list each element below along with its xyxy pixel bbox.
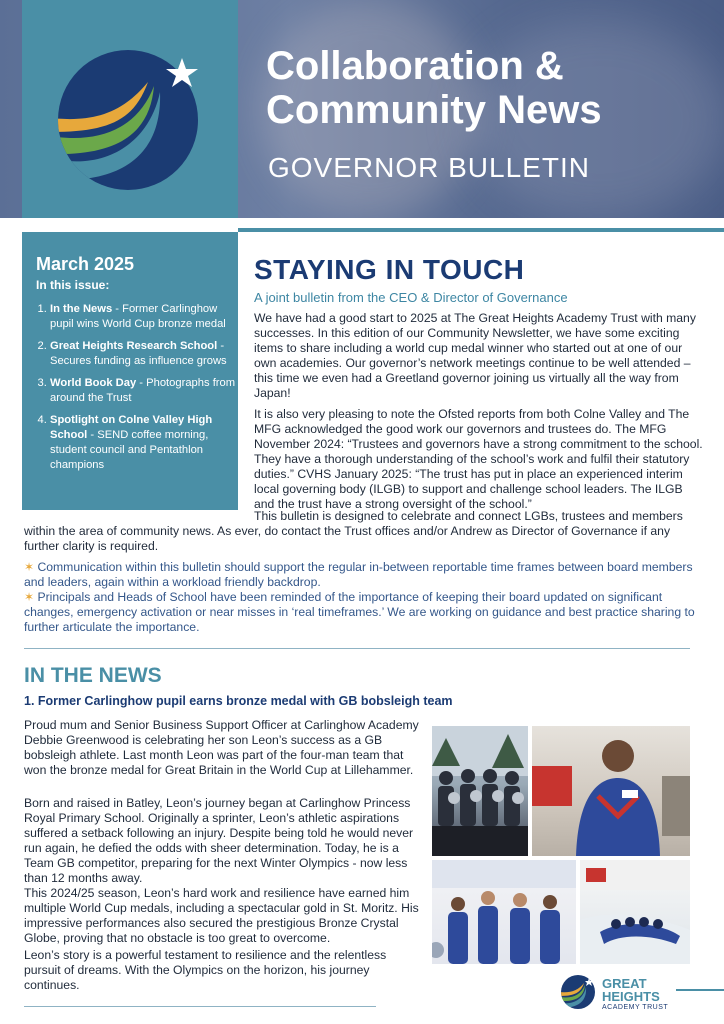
trust-name: GREAT HEIGHTS xyxy=(602,976,660,1004)
section-heading: IN THE NEWS xyxy=(24,664,162,687)
divider xyxy=(238,228,724,232)
bulletin-title: Collaboration & Community News xyxy=(266,44,602,132)
section-heading: STAYING IN TOUCH xyxy=(254,254,525,285)
contents-item[interactable]: 3. World Book Day - Photographs from around the Trust xyxy=(50,376,240,406)
shooting-star-logo-icon xyxy=(50,40,210,190)
contents-item[interactable]: 2. Great Heights Research School - Secures funding as influence grows xyxy=(50,339,240,369)
bullet-list xyxy=(24,560,706,635)
contents-item[interactable]: 1. In the News - Former Carlinghow pupil wins World Cup bronze medal xyxy=(50,302,240,332)
paragraph: Proud mum and Senior Business Support Officer at Carlinghow Academy Debbie Greenwood is celebrating her son Leon’s success as a GB bobsleigh athlete. Last month Leon was part of the four-man team that won the bronze medal for Great Britain in the World Cup at Lillehammer. xyxy=(24,718,419,777)
star-icon: ✶ xyxy=(24,560,35,574)
paragraph: It is also very pleasing to note the Ofsted reports from both Colne Valley and The MFG acknowledged the good work our governors and trustees do. The MFG November 2024: “Trustees and governors have a strong commitment to the school. They have a thorough understanding of the school’s work and fulfil their statutory duties.” CVHS January 2025: “The trust has put in place an experienced interim local governing body (ILGB) to support and challenge school leaders. The ILGB and the trust have a strong oversight of the school.” xyxy=(254,407,703,511)
paragraph: This bulletin is designed to celebrate and connect LGBs, trustees and members within the area of community news. As ever, do contact the Trust offices and/or Andrew as Director of Governance if any further clarity is required. xyxy=(24,509,683,553)
team-medal-photo xyxy=(432,726,528,856)
article-title: 1. Former Carlinghow pupil earns bronze medal with GB bobsleigh team xyxy=(24,694,453,708)
issue-contents-panel xyxy=(22,232,238,510)
divider xyxy=(0,218,724,224)
bulletin-subtitle: GOVERNOR BULLETIN xyxy=(268,152,590,183)
paragraph: This 2024/25 season, Leon’s hard work and resilience have earned him multiple World Cup medals, including a spectacular gold in St. Moritz. His impressive performances also secured the prestigious Bronze Crystal Globe, proving that no obstacle is too great to overcome. xyxy=(24,886,419,945)
divider xyxy=(24,1006,376,1007)
trust-logo-icon xyxy=(560,974,596,1015)
trust-subtitle: ACADEMY TRUST xyxy=(602,1004,669,1011)
team-podium-photo xyxy=(432,860,576,964)
bullet-item: ✶ Principals and Heads of School have been reminded of the importance of keeping their board updated on significant changes, emergency activation or near misses in ‘real timeframes.’ We are working on guidance and best practice sharing to further articulate the importance. xyxy=(24,590,695,634)
paragraph: Born and raised in Batley, Leon’s journey began at Carlinghow Princess Royal Primary School. Originally a sprinter, Leon’s athletic aspirations suffered a setback following an injury. Despite being told he would never run again, he defied the odds with sheer determination. Today, he is a Team GB competitor, preparing for the next Winter Olympics - now less than 12 months away. xyxy=(24,796,414,885)
masthead xyxy=(0,0,724,218)
divider xyxy=(676,989,724,991)
contents-item[interactable]: 4. Spotlight on Colne Valley High School - SEND coffee morning, student council and Pentathlon champions xyxy=(50,413,240,473)
logo-panel xyxy=(22,0,238,218)
paragraph: Leon’s story is a powerful testament to resilience and the relentless pursuit of dreams. With the Olympics on the horizon, his journey continues. xyxy=(24,948,387,992)
contents-heading: In this issue: xyxy=(36,278,110,292)
star-icon: ✶ xyxy=(24,590,35,604)
divider xyxy=(24,648,690,649)
bullet-item: ✶ Communication within this bulletin should support the regular in-between reportable time frames between board members and leaders, again within a workload friendly backdrop. xyxy=(24,560,693,589)
contents-list xyxy=(36,302,240,480)
paragraph: We have had a good start to 2025 at The Great Heights Academy Trust with many successes. In this edition of our Community Newsletter, we have some exciting items to share including a world cup medal winner who started out at one of our own academies. Our governor’s network meetings continue to be well attended – this time we even had a Greetland governor joining us virtually all the way from Japan! xyxy=(254,311,696,400)
section-tagline: A joint bulletin from the CEO & Director of Governance xyxy=(254,290,568,305)
issue-month: March 2025 xyxy=(36,254,135,274)
athlete-portrait-photo xyxy=(532,726,690,856)
bobsleigh-run-photo xyxy=(580,860,690,964)
